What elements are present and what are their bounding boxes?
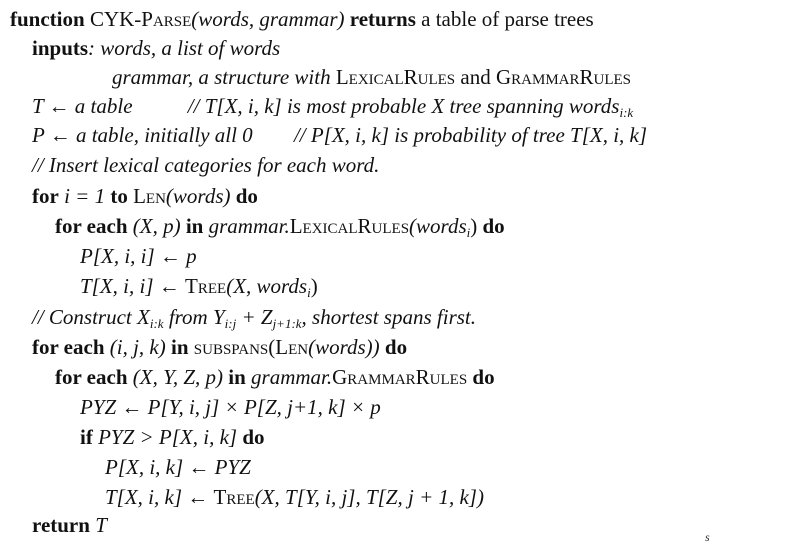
tree-args: (X, words xyxy=(226,274,308,298)
lexical-comment-line xyxy=(32,152,379,178)
grammar-text: grammar, a structure with xyxy=(112,65,336,89)
table-t-line xyxy=(32,93,633,119)
keyword-to: to xyxy=(110,184,128,208)
grammar-ref: grammar. xyxy=(208,214,290,238)
keyword-for-each: for each xyxy=(55,365,128,389)
if-condition: PYZ > P[X, i, k] xyxy=(98,425,238,449)
lexical-tuple: (X, p) xyxy=(132,214,181,238)
grammar-rules-name: GrammarRules xyxy=(495,65,632,89)
assign-t-line xyxy=(80,273,318,299)
keyword-in: in xyxy=(228,365,246,389)
assign-p-text: P[X, i, i] ← p xyxy=(80,244,197,268)
update-t-text: T[X, i, k] ← xyxy=(105,485,214,509)
grammar-tuple: (X, Y, Z, p) xyxy=(132,365,224,389)
construct-sub-2: i:j xyxy=(224,316,237,331)
subspans-function: subspans xyxy=(193,335,269,359)
lexical-rules-name: LexicalRules xyxy=(335,65,456,89)
keyword-for-each: for each xyxy=(55,214,128,238)
lexical-rules-close: ) xyxy=(470,214,478,238)
function-args: (words, grammar) xyxy=(191,7,345,31)
loop-init: i = 1 xyxy=(64,184,106,208)
len-arg: (words) xyxy=(165,184,231,208)
update-t-line xyxy=(105,484,484,510)
keyword-for-each: for each xyxy=(32,335,105,359)
pyz-assign-line xyxy=(80,394,381,420)
table-p-text: P ← a table, initially all 0 xyxy=(32,123,253,147)
function-name: CYK-Parse xyxy=(89,7,192,31)
construct-comment-2: from Y xyxy=(163,305,225,329)
inputs-line xyxy=(32,35,280,61)
table-t-text: T ← a table xyxy=(32,94,133,118)
lexical-rules-subscript: i xyxy=(466,225,471,240)
table-t-comment: // T[X, i, k] is most probable X tree spanning words xyxy=(187,94,620,118)
construct-comment-line xyxy=(32,304,476,330)
footer-mark: s xyxy=(705,530,710,544)
len-function: Len xyxy=(275,335,309,359)
keyword-in: in xyxy=(185,214,204,238)
keyword-function: function xyxy=(10,7,85,31)
lexical-rules-call: LexicalRules xyxy=(289,214,410,238)
assign-p-line xyxy=(80,243,197,269)
update-p-line xyxy=(105,454,251,480)
keyword-in: in xyxy=(171,335,189,359)
tree-args: (X, T[Y, i, j], T[Z, j + 1, k]) xyxy=(254,485,484,509)
tree-args-close: ) xyxy=(310,274,318,298)
assign-t-text: T[X, i, i] ← xyxy=(80,274,186,298)
construct-sub-1: i:k xyxy=(149,316,164,331)
grammar-ref: grammar. xyxy=(251,365,333,389)
keyword-do: do xyxy=(482,214,505,238)
return-value: T xyxy=(95,513,107,537)
construct-comment-4: , shortest spans first. xyxy=(301,305,476,329)
pyz-assign-text: PYZ ← P[Y, i, j] × P[Z, j+1, k] × p xyxy=(80,395,381,419)
keyword-return: return xyxy=(32,513,90,537)
tree-function: Tree xyxy=(185,274,227,298)
keyword-returns: returns xyxy=(349,7,416,31)
tree-args-subscript: i xyxy=(307,285,311,300)
keyword-inputs: inputs xyxy=(32,36,89,60)
for-loop-line xyxy=(32,183,258,209)
table-t-comment-subscript: i:k xyxy=(619,105,634,120)
table-p-comment: // P[X, i, k] is probability of tree T[X, i, k] xyxy=(293,123,648,147)
construct-comment-3: + Z xyxy=(236,305,273,329)
return-line xyxy=(32,512,107,538)
returns-description: a table of parse trees xyxy=(421,7,594,31)
keyword-do: do xyxy=(235,184,258,208)
grammar-rules-call: GrammarRules xyxy=(332,365,468,389)
for-each-subspans-line xyxy=(32,334,407,360)
keyword-for: for xyxy=(32,184,59,208)
lexical-comment: // Insert lexical categories for each word. xyxy=(32,153,380,177)
inputs-words-text: : words, a list of words xyxy=(88,36,281,60)
inputs-grammar-line xyxy=(112,64,631,90)
subspan-tuple: (i, j, k) xyxy=(109,335,166,359)
for-each-lexical-line xyxy=(55,213,505,239)
lexical-rules-arg: (words xyxy=(409,214,467,238)
tree-function: Tree xyxy=(213,485,255,509)
keyword-if: if xyxy=(80,425,93,449)
construct-sub-3: j+1:k xyxy=(272,316,302,331)
for-each-grammar-line xyxy=(55,364,495,390)
keyword-do: do xyxy=(472,365,495,389)
keyword-do: do xyxy=(384,335,408,359)
table-p-line xyxy=(32,122,647,148)
if-line xyxy=(80,424,265,450)
subspans-args: (words)) xyxy=(308,335,380,359)
keyword-do: do xyxy=(242,425,265,449)
len-function: Len xyxy=(133,184,166,208)
construct-comment-1: // Construct X xyxy=(32,305,150,329)
function-header-line xyxy=(10,6,594,32)
update-p-text: P[X, i, k] ← PYZ xyxy=(105,455,251,479)
subspans-open: ( xyxy=(268,335,276,359)
and-text: and xyxy=(455,65,496,89)
